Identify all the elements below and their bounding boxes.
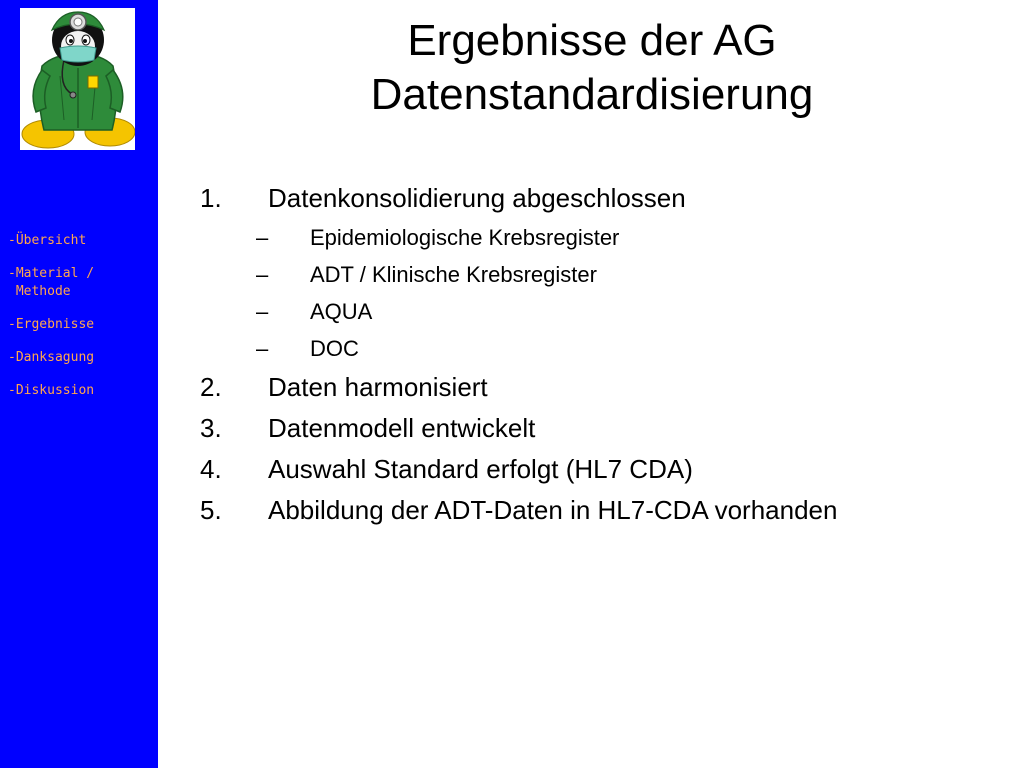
sub-item-text: Epidemiologische Krebsregister (310, 225, 620, 250)
nav-label: Danksagung (15, 350, 95, 365)
nav-label: Übersicht (15, 233, 87, 248)
nav-dash: - (8, 383, 16, 398)
item-text: Auswahl Standard erfolgt (HL7 CDA) (268, 454, 693, 484)
results-item (200, 449, 1000, 490)
item-number: 2. (200, 372, 222, 402)
results-item (200, 408, 1000, 449)
results-item (200, 490, 1000, 531)
nav-item-diskussion[interactable] (8, 382, 153, 400)
results-sublist (200, 219, 1000, 367)
nav-dash: - (8, 317, 16, 332)
nav-item-ergebnisse[interactable] (8, 316, 153, 334)
penguin-doctor-icon (20, 8, 135, 150)
sub-item (200, 293, 1000, 330)
sub-item-dash: – (256, 299, 269, 324)
sub-item (200, 330, 1000, 367)
slide-title-line-2: Datenstandardisierung (370, 70, 814, 119)
sub-item-dash: – (256, 225, 269, 250)
nav-item-material-methode[interactable] (8, 265, 153, 301)
slide-title-line-1: Ergebnisse der AG (407, 16, 777, 65)
nav-label: Ergebnisse (15, 317, 95, 332)
sub-item-text: DOC (310, 336, 359, 361)
sub-item-dash: – (256, 336, 269, 361)
nav-dash: - (8, 233, 16, 248)
item-number: 5. (200, 495, 222, 525)
nav-label: Material / Methode (15, 266, 95, 299)
sub-item (200, 219, 1000, 256)
nav-item-danksagung[interactable] (8, 349, 153, 367)
results-item (200, 178, 1000, 367)
nav-dash: - (8, 266, 16, 281)
sub-item (200, 256, 1000, 293)
sidebar (0, 0, 158, 768)
item-number: 3. (200, 413, 222, 443)
sub-item-text: AQUA (310, 299, 373, 324)
nav-label: Diskussion (15, 383, 95, 398)
logo (20, 8, 135, 150)
sub-item-text: ADT / Klinische Krebsregister (310, 262, 597, 287)
item-text: Datenmodell entwickelt (268, 413, 536, 443)
sidebar-nav (8, 232, 153, 415)
nav-item-uebersicht[interactable] (8, 232, 153, 250)
item-text: Abbildung der ADT-Daten in HL7-CDA vorhanden (268, 495, 838, 525)
item-number: 4. (200, 454, 222, 484)
nav-dash: - (8, 350, 16, 365)
results-item (200, 367, 1000, 408)
item-number: 1. (200, 183, 222, 213)
slide-title (200, 14, 984, 122)
item-text: Datenkonsolidierung abgeschlossen (268, 183, 686, 213)
item-text: Daten harmonisiert (268, 372, 488, 402)
results-list (200, 178, 1000, 531)
sub-item-dash: – (256, 262, 269, 287)
